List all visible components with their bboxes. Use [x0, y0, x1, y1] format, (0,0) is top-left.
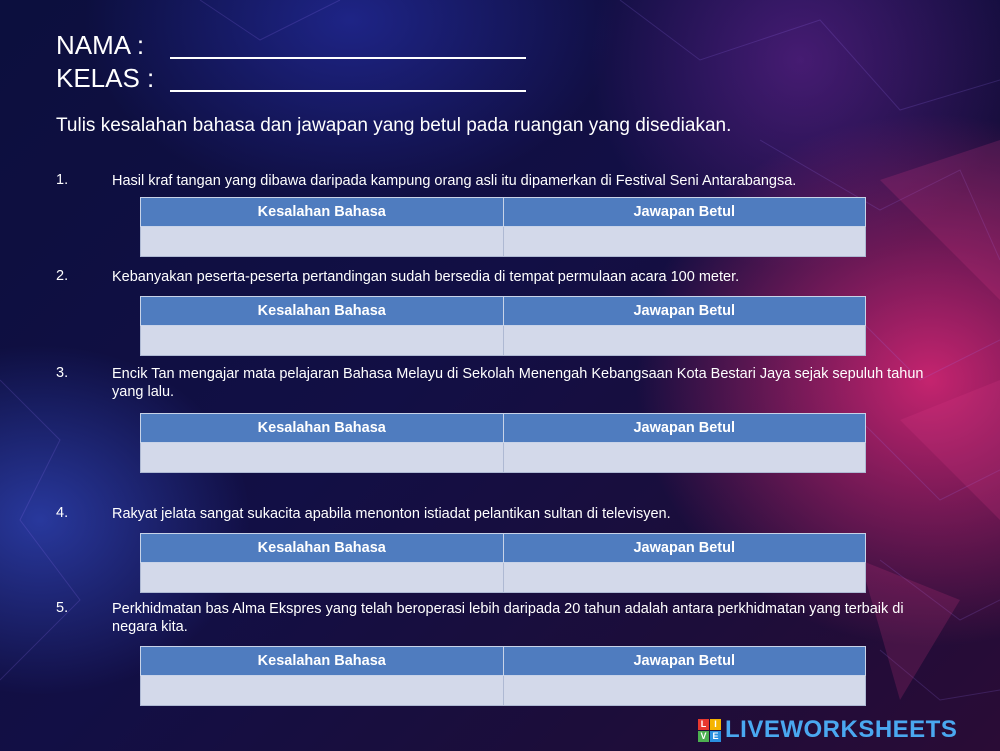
answer-table-5 [140, 646, 866, 706]
answer-5-correct-cell[interactable] [503, 676, 866, 706]
answer-1-correct-cell[interactable] [503, 227, 866, 257]
answer-2-correct-cell[interactable] [503, 326, 866, 356]
header-answer: Jawapan Betul [503, 534, 866, 563]
logo-text: LIVEWORKSHEETS [725, 716, 958, 743]
liveworksheets-logo[interactable] [698, 716, 957, 744]
question-4-text: Rakyat jelata sangat sukacita apabila menonton istiadat pelantikan sultan di televisyen. [112, 506, 671, 522]
name-blank-line[interactable] [170, 57, 526, 59]
logo-tiles-icon [698, 719, 721, 742]
logo-tile-e: E [710, 731, 721, 742]
header-answer: Jawapan Betul [503, 414, 866, 443]
answer-4-correct-cell[interactable] [503, 563, 866, 593]
class-row [56, 63, 156, 94]
header-error: Kesalahan Bahasa [141, 647, 504, 676]
answer-table-3 [140, 413, 866, 473]
header-error: Kesalahan Bahasa [141, 198, 504, 227]
header-answer: Jawapan Betul [503, 198, 866, 227]
question-2-text: Kebanyakan peserta-peserta pertandingan sudah bersedia di tempat permulaan acara 100 meter. [112, 269, 740, 285]
name-row [56, 30, 156, 61]
header-error: Kesalahan Bahasa [141, 534, 504, 563]
header-answer: Jawapan Betul [503, 647, 866, 676]
question-1-text: Hasil kraf tangan yang dibawa daripada kampung orang asli itu dipamerkan di Festival Seni Antarabangsa. [112, 173, 797, 189]
header-error: Kesalahan Bahasa [141, 414, 504, 443]
class-label: KELAS : [56, 63, 155, 93]
answer-table-2 [140, 296, 866, 356]
name-label: NAMA : [56, 30, 145, 60]
logo-tile-l: L [698, 719, 709, 730]
question-1-number: 1. [56, 172, 69, 188]
answer-table-4 [140, 533, 866, 593]
question-3-number: 3. [56, 365, 69, 381]
header-error: Kesalahan Bahasa [141, 297, 504, 326]
header-answer: Jawapan Betul [503, 297, 866, 326]
question-5-number: 5. [56, 600, 69, 616]
logo-tile-i: I [710, 719, 721, 730]
answer-table-1 [140, 197, 866, 257]
answer-5-error-cell[interactable] [141, 676, 504, 706]
class-blank-line[interactable] [170, 90, 526, 92]
answer-4-error-cell[interactable] [141, 563, 504, 593]
logo-tile-v: V [698, 731, 709, 742]
question-3-text: Encik Tan mengajar mata pelajaran Bahasa Melayu di Sekolah Menengah Kebangsaan Kota Bestari Jaya sejak sepuluh tahun yang lalu. [112, 366, 924, 400]
answer-3-correct-cell[interactable] [503, 443, 866, 473]
question-5-text: Perkhidmatan bas Alma Ekspres yang telah beroperasi lebih daripada 20 tahun adalah antara perkhidmatan yang terbaik di negara kita. [112, 601, 904, 635]
answer-3-error-cell[interactable] [141, 443, 504, 473]
question-4-number: 4. [56, 505, 69, 521]
answer-1-error-cell[interactable] [141, 227, 504, 257]
question-2-number: 2. [56, 268, 69, 284]
answer-2-error-cell[interactable] [141, 326, 504, 356]
instruction-text: Tulis kesalahan bahasa dan jawapan yang betul pada ruangan yang disediakan. [56, 115, 732, 136]
